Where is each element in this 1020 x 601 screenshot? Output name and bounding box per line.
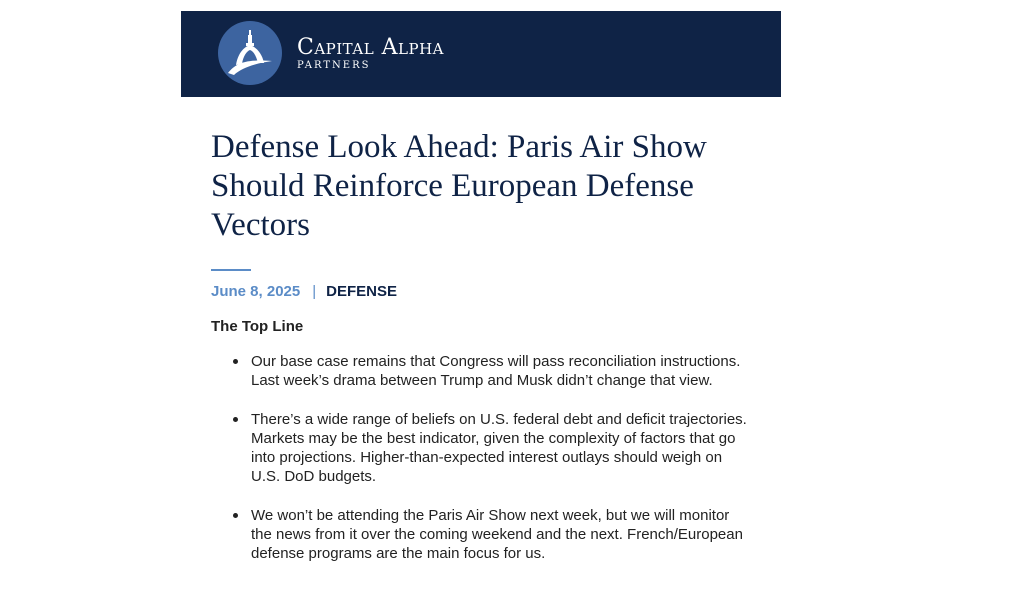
list-item: We won’t be attending the Paris Air Show next week, but we will monitor the news from it over the coming weekend and the next. French/European defense programs are the main focus for us. [231, 506, 751, 563]
article-date: June 8, 2025 [211, 283, 301, 300]
article-category: DEFENSE [326, 283, 397, 300]
meta-separator: | [312, 283, 317, 300]
list-item: There’s a wide range of beliefs on U.S. federal debt and deficit trajectories. Markets may be the best indicator, given the complexity of factors that go into projections. Higher-than-expected interest outlays should weigh on U.S. DoD budgets. [231, 410, 751, 486]
brand-subtitle: PARTNERS [297, 60, 371, 71]
list-item: Our base case remains that Congress will pass reconciliation instructions. Last week’s drama between Trump and Musk didn’t change that view. [231, 352, 751, 390]
article-meta [211, 283, 397, 300]
brand-name: Capital Alpha [297, 35, 445, 60]
header-banner [181, 11, 781, 97]
bullet-list [231, 352, 751, 583]
title-divider [211, 269, 251, 271]
capitol-dome-logo-icon [218, 21, 282, 85]
article-title: Defense Look Ahead: Paris Air Show Should Reinforce European Defense Vectors [211, 129, 707, 243]
brand [297, 37, 444, 71]
section-heading: The Top Line [211, 318, 304, 335]
